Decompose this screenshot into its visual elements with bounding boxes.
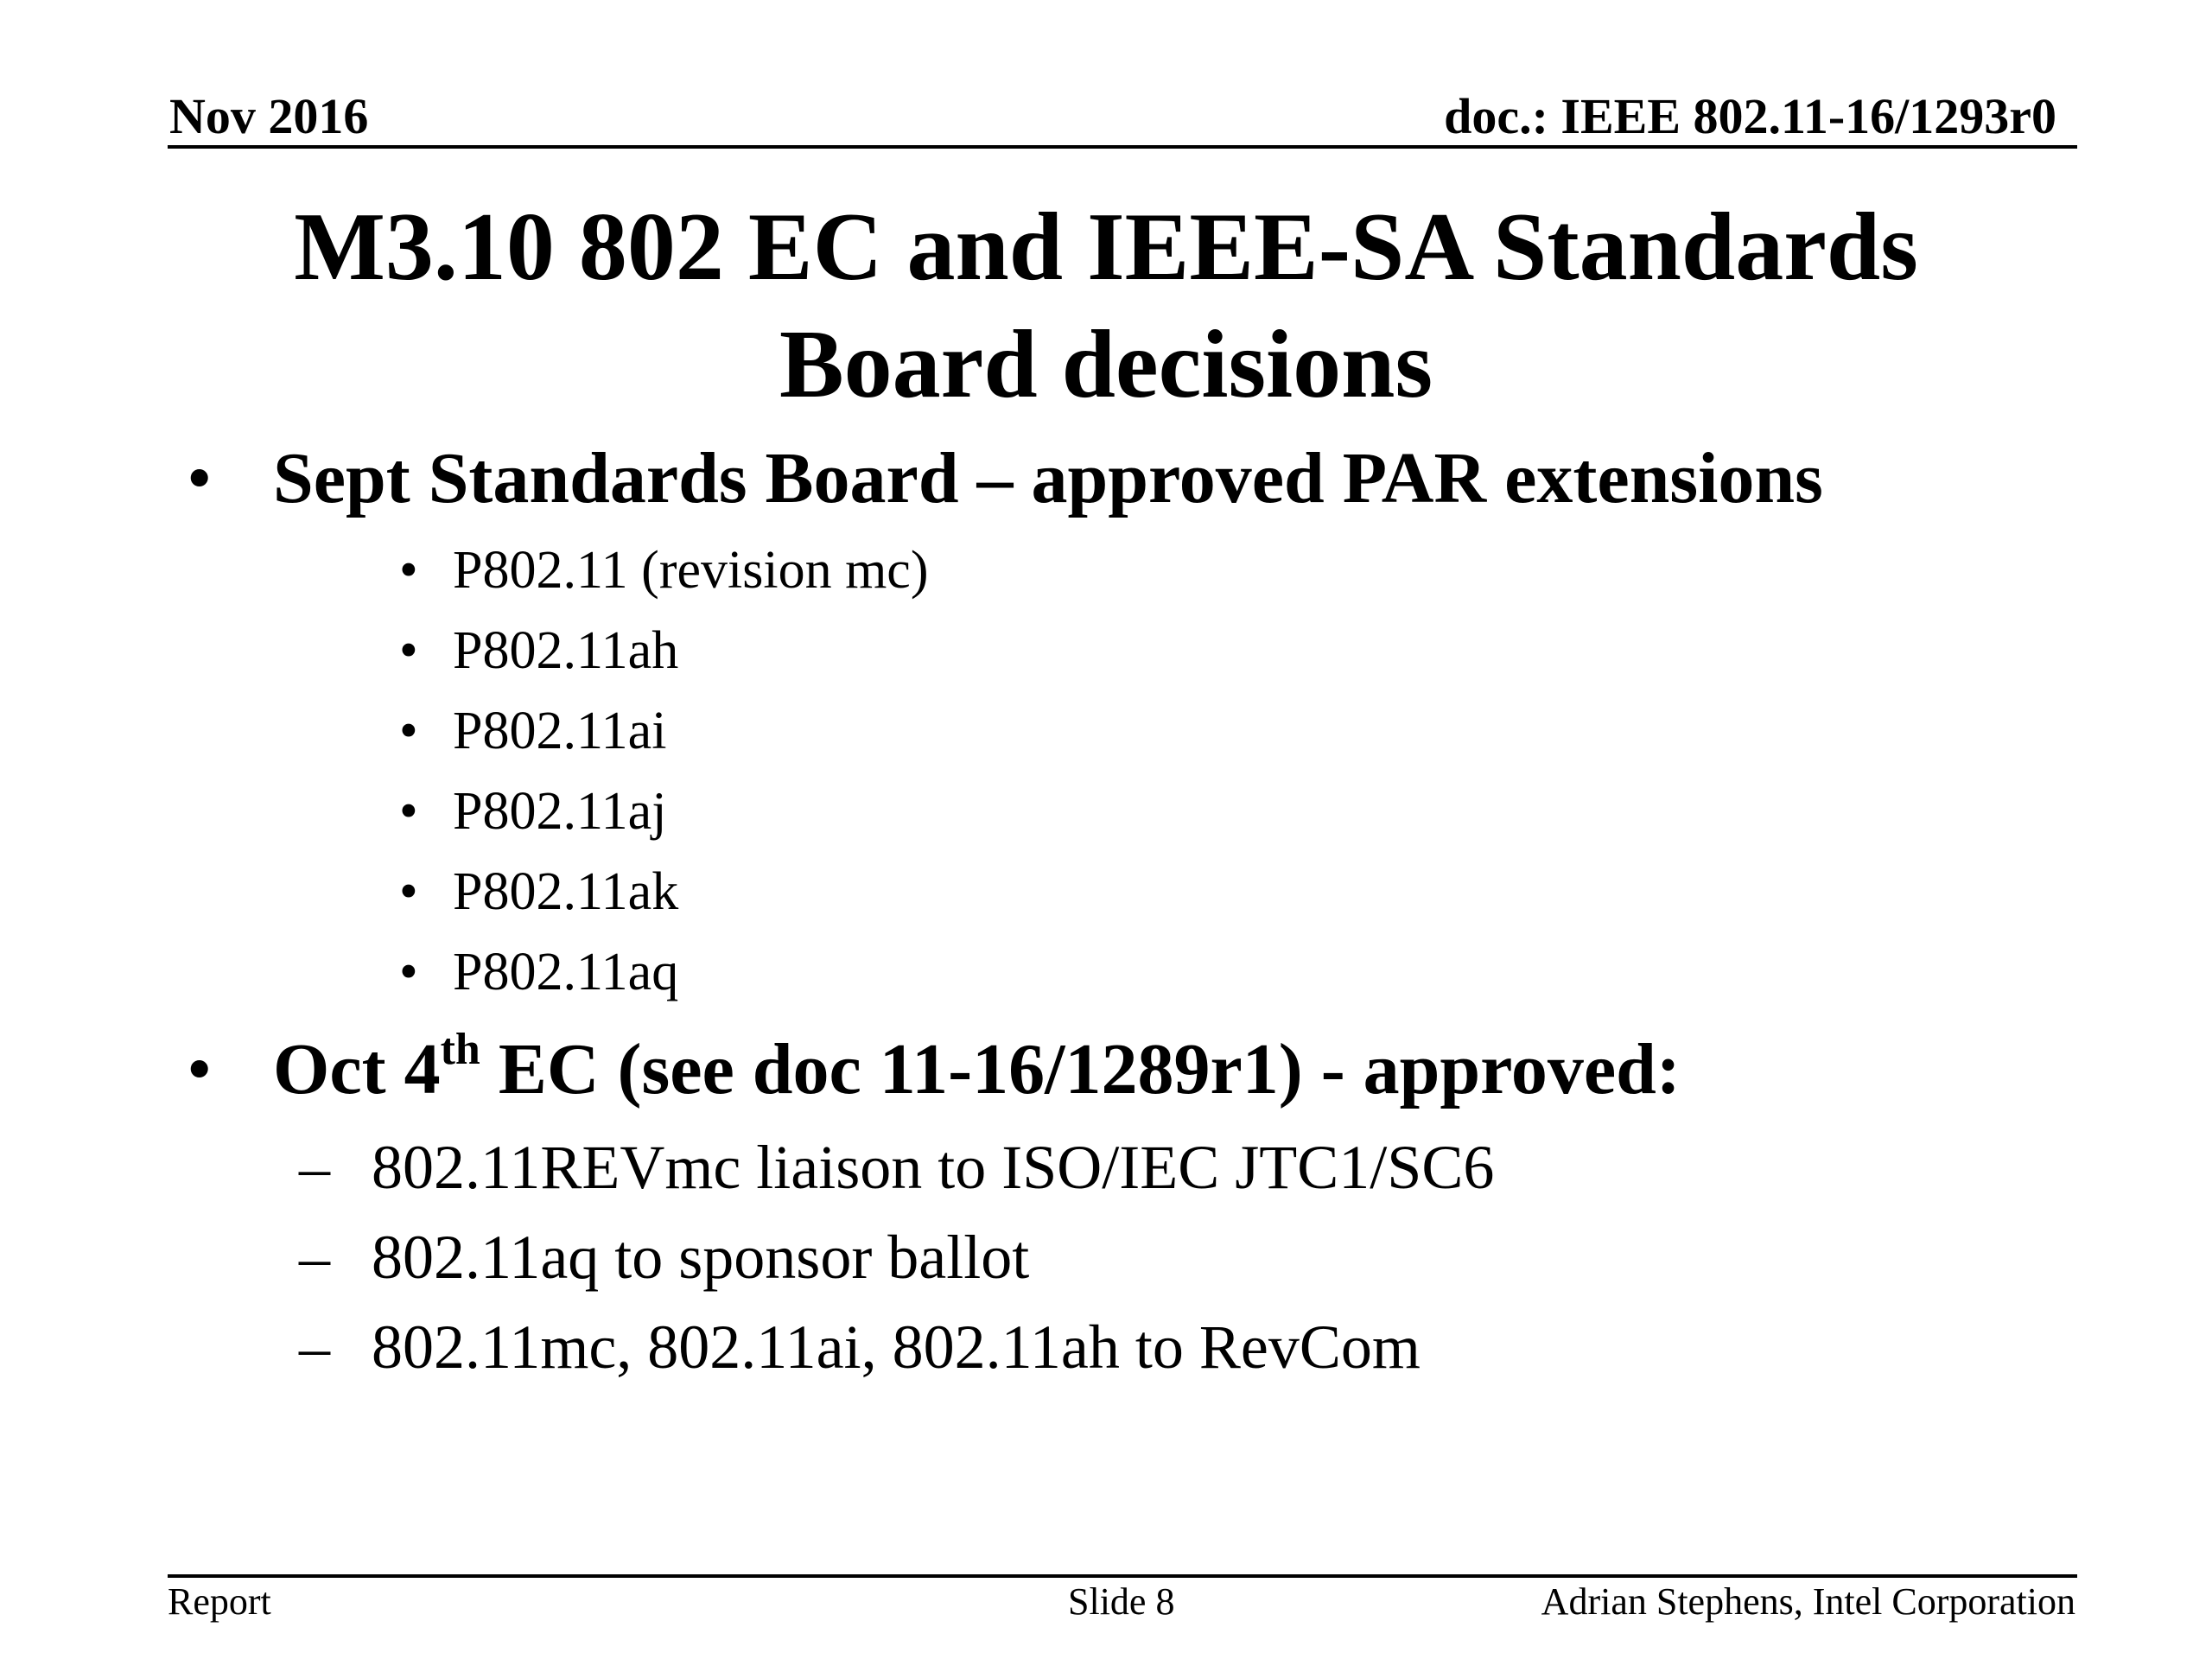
bullet-icon: • [399,621,418,680]
bullet-icon: • [399,862,418,921]
slide-title-line-2: Board decisions [779,311,1433,418]
sub-bullet-text: P802.11aj [453,782,667,841]
sub-bullet-text: P802.11 (revision mc) [453,541,929,600]
header-date: Nov 2016 [169,88,369,144]
bullet-icon: • [399,541,418,600]
slide-title-line-1: M3.10 802 EC and IEEE-SA Standards [294,194,1918,301]
dash-item-text: 802.11aq to sponsor ballot [372,1223,1030,1292]
dash-icon: – [299,1133,330,1202]
sub-bullet-text: P802.11ak [453,862,679,921]
sub-bullet-text: P802.11aq [453,943,679,1001]
bullet-icon: • [399,943,418,1001]
bullet-icon: • [187,438,213,518]
dash-item-text: 802.11REVmc liaison to ISO/IEC JTC1/SC6 [372,1133,1495,1202]
bullet-icon: • [187,1029,213,1109]
bullet-text [273,1027,1681,1113]
header-divider [168,145,2077,149]
ordinal-suffix: th [440,1025,480,1074]
bullet-icon: • [399,782,418,841]
bullet-text-main: Oct 4 [273,1029,441,1109]
bullet-icon: • [399,702,418,760]
sub-bullet-text: P802.11ah [453,621,679,680]
slide-title [173,188,2039,423]
dash-item-text: 802.11mc, 802.11ai, 802.11ah to RevCom [372,1313,1421,1382]
header-doc-id: doc.: IEEE 802.11-16/1293r0 [1444,88,2056,144]
dash-icon: – [299,1223,330,1292]
bullet-text: Sept Standards Board – approved PAR extensions [273,438,1823,518]
dash-icon: – [299,1313,330,1382]
footer-author: Adrian Stephens, Intel Corporation [1541,1580,2075,1623]
sub-bullet-text: P802.11ai [453,702,667,760]
bullet-text-rest: EC (see doc 11-16/1289r1) - approved: [480,1029,1681,1109]
footer-label: Report [168,1580,271,1623]
slide-number: Slide 8 [1068,1580,1175,1623]
